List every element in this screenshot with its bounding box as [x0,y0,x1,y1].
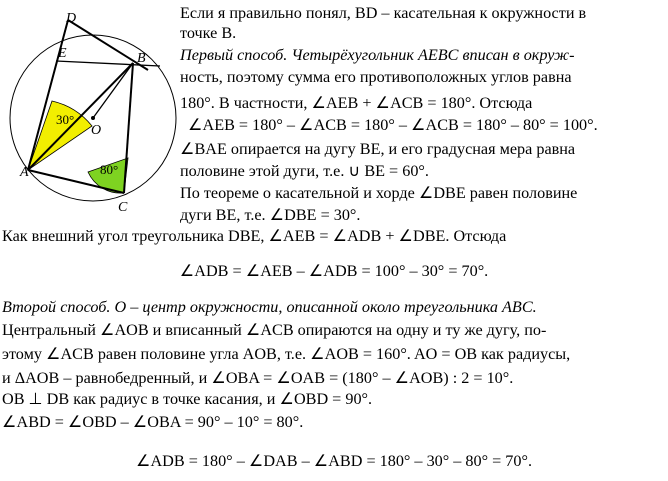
text-line-15: и ΔAOB – равнобедренный, и ∠OBA = ∠OAB = (180° – ∠AOB) : 2 = 10°. [2,369,514,387]
text-line-10: дуги BE, т.е. ∠DBE = 30°. [180,206,361,224]
text-line-7: ∠BAE опирается на дугу BE, и его градусная мера равна [180,140,576,158]
text-line-13: Центральный ∠AOB и вписанный ∠ACB опираются на одну и ту же дугу, по- [2,321,547,339]
formula-line-2: ∠ADB = 180° – ∠DAB – ∠ABD = 180° – 30° – 80° = 70°. [135,452,533,470]
text-line-1: Если я правильно понял, BD – касательная к окружности в [180,4,587,22]
text-line-11: Как внешний угол треугольника DBE, ∠AEB = ∠ADB + ∠DBE. Отсюда [2,227,507,245]
label-d: D [66,11,77,26]
text-line-14: этому ∠ACB равен половине угла AOB, т.е. ∠AOB = 160°. AO = OB как радиусы, [2,345,571,363]
text-line-12: Второй способ. O – центр окружности, описанной около треугольника ABC. [2,298,537,316]
label-a: A [20,165,29,180]
angle-a-label: 30° [56,112,75,127]
text-line-9: По теореме о касательной и хорде ∠DBE равен половине [180,184,578,202]
text-line-5: 180°. В частности, ∠AEB + ∠ACB = 180°. Отсюда [180,94,533,112]
label-e: E [58,46,67,61]
text-line-17: ∠ABD = ∠OBD – ∠OBA = 90° – 10° = 80°. [2,413,304,431]
label-o: O [91,123,102,138]
label-b: B [137,51,146,66]
geometry-figure [0,0,180,230]
text-line-16: OB ⊥ DB как радиус в точке касания, и ∠OBD = 90°. [2,390,373,408]
text-line-4: ность, поэтому сумма его противоположных углов равна [180,68,572,86]
text-line-3: Первый способ. Четырёхугольник AEBC вписан в окруж- [180,46,575,64]
formula-line-1: ∠ADB = ∠AEB – ∠ADB = 100° – 30° = 70°. [179,262,489,280]
angle-c-label: 80° [100,162,119,177]
label-c: C [118,200,128,215]
text-line-6: ∠AEB = 180° – ∠ACB = 180° – ∠ACB = 180° – 80° = 100°. [188,116,598,134]
text-line-8: половине этой дуги, т.е. ∪ BE = 60°. [180,162,429,180]
text-line-2: точке B. [180,24,237,42]
